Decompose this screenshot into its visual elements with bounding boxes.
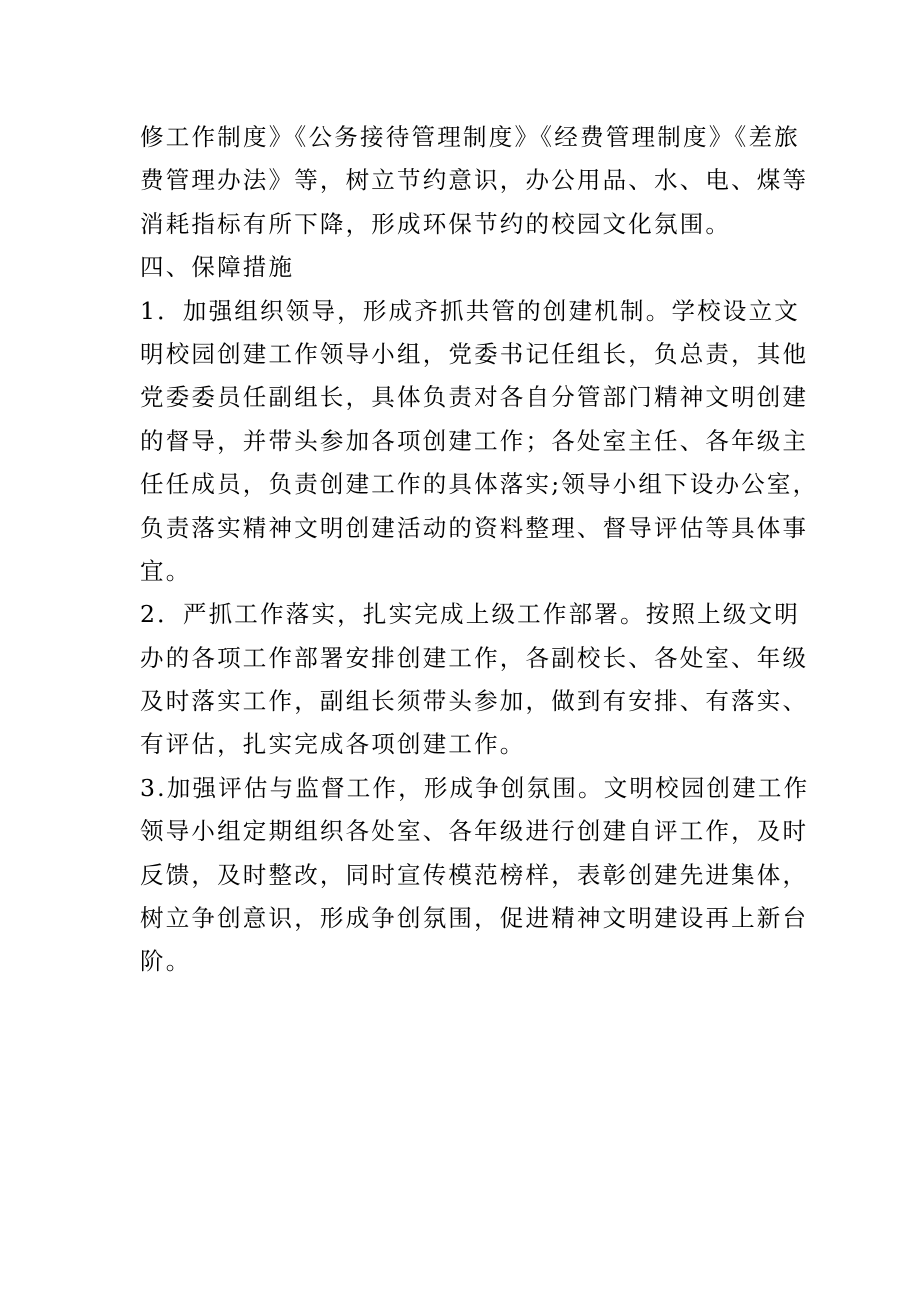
text-line: 费管理办法》等，树立节约意识，办公用品、水、电、煤等 — [140, 166, 809, 195]
text-line: 1．加强组织领导，形成齐抓共管的创建机制。学校设立文 — [140, 296, 800, 325]
text-line: 领导小组定期组织各处室、各年级进行创建自评工作，及时 — [140, 817, 809, 846]
text-line: 党委委员任副组长，具体负责对各自分管部门精神文明创建 — [140, 383, 809, 412]
text-line: 3.加强评估与监督工作，形成争创氛围。文明校园创建工作 — [140, 773, 810, 802]
text-line: 阶。 — [140, 947, 192, 976]
text-line: 修工作制度》《公务接待管理制度》《经费管理制度》《差旅 — [140, 123, 800, 151]
text-line: 办的各项工作部署安排创建工作，各副校长、各处室、年级 — [140, 643, 809, 672]
text-line: 树立争创意识，形成争创氛围，促进精神文明建设再上新台 — [140, 904, 809, 933]
text-line: 明校园创建工作领导小组，党委书记任组长，负总责，其他 — [140, 339, 809, 368]
document-body — [140, 116, 819, 984]
text-line: 及时落实工作，副组长须带头参加，做到有安排、有落实、 — [140, 687, 809, 716]
text-line: 2．严抓工作落实，扎实完成上级工作部署。按照上级文明 — [140, 600, 800, 629]
text-line: 任任成员，负责创建工作的具体落实;领导小组下设办公室， — [140, 470, 819, 499]
text-line: 消耗指标有所下降，形成环保节约的校园文化氛围。 — [140, 209, 732, 238]
section-heading: 四、保障措施 — [140, 253, 295, 282]
text-line: 宜。 — [140, 556, 192, 585]
text-line: 反馈，及时整改，同时宣传模范榜样，表彰创建先进集体， — [140, 860, 809, 889]
text-line: 有评估，扎实完成各项创建工作。 — [140, 730, 526, 759]
text-line: 负责落实精神文明创建活动的资料整理、督导评估等具体事 — [140, 513, 809, 542]
text-line: 的督导，并带头参加各项创建工作；各处室主任、各年级主 — [140, 426, 809, 455]
